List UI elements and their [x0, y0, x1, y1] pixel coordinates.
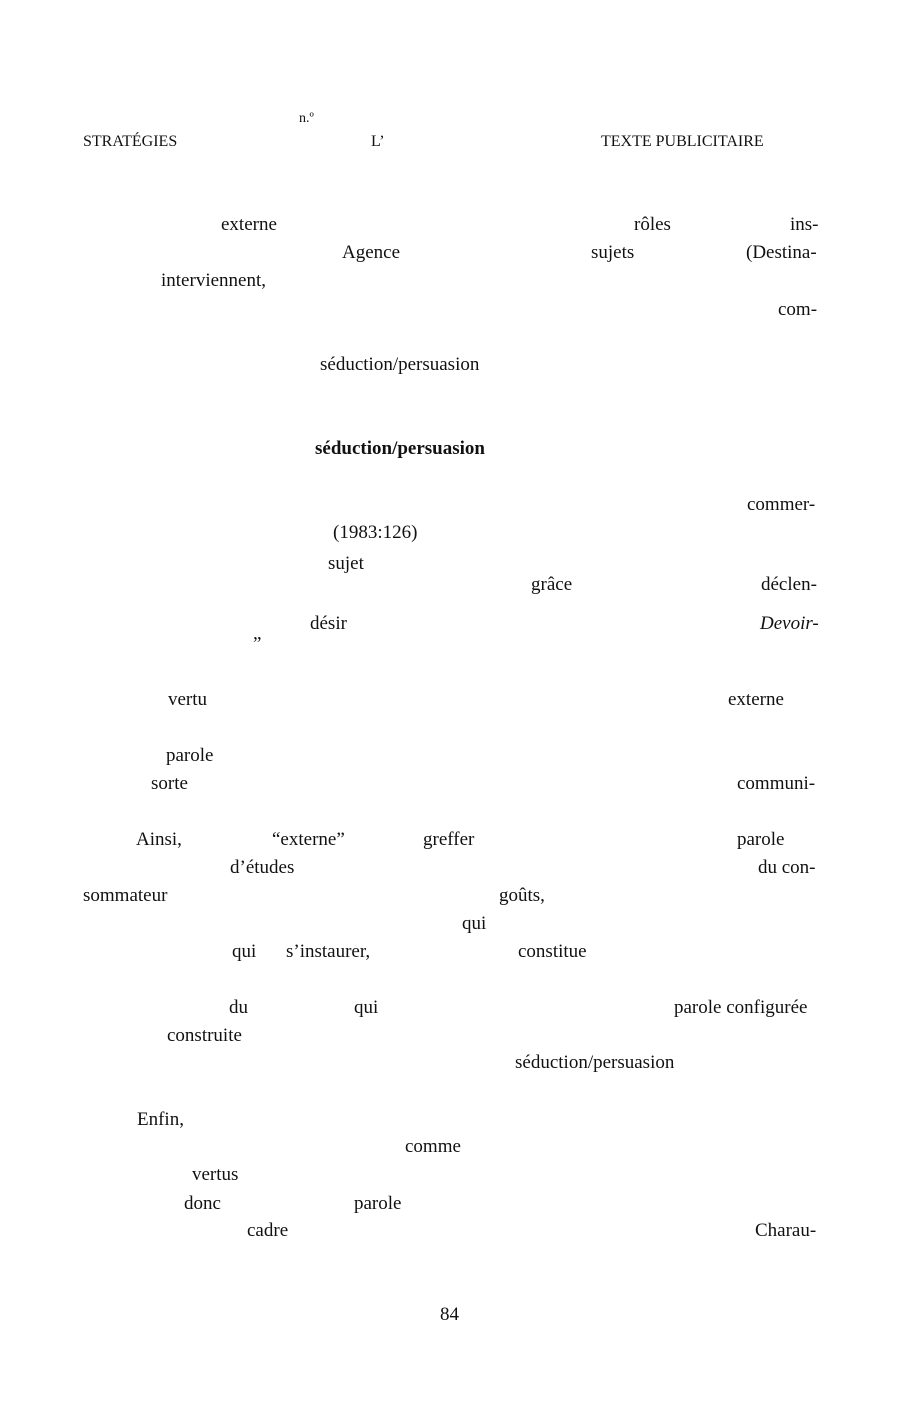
word-charau: Charau-: [755, 1220, 817, 1241]
word-qui-2: qui: [232, 941, 257, 962]
word-greffer: greffer: [423, 829, 475, 850]
citation-year: (1983:126): [333, 522, 418, 543]
word-cadre: cadre: [247, 1220, 289, 1241]
word-du: du: [229, 997, 248, 1018]
word-detudes: d’études: [230, 857, 295, 878]
word-donc: donc: [184, 1193, 221, 1214]
quote-mark: „: [253, 623, 262, 644]
word-parole-configuree: parole configurée: [674, 997, 808, 1018]
word-construite: construite: [167, 1025, 242, 1046]
word-parole-3: parole: [354, 1193, 402, 1214]
word-seduction-persuasion: séduction/persuasion: [320, 354, 480, 375]
word-devoir: Devoir-: [760, 613, 819, 634]
word-commer: commer-: [747, 494, 816, 515]
word-grace: grâce: [531, 574, 573, 595]
word-roles: rôles: [634, 214, 671, 235]
word-interviennent: interviennent,: [161, 270, 266, 291]
page-number: 84: [440, 1304, 459, 1325]
word-ainsi: Ainsi,: [136, 829, 182, 850]
word-seduction-persuasion-2: séduction/persuasion: [515, 1052, 675, 1073]
word-parole-2: parole: [737, 829, 785, 850]
issue-number-mark: n.º: [299, 111, 314, 126]
word-declen: déclen-: [761, 574, 817, 595]
word-gouts: goûts,: [499, 885, 545, 906]
word-externe-2: externe: [728, 689, 784, 710]
word-sorte: sorte: [151, 773, 188, 794]
word-enfin: Enfin,: [137, 1109, 184, 1130]
heading-seduction-persuasion: séduction/persuasion: [315, 438, 485, 459]
word-com: com-: [778, 299, 818, 320]
word-sinstaurer: s’instaurer,: [286, 941, 371, 962]
word-sujets: sujets: [591, 242, 635, 263]
word-externe-quoted: “externe”: [272, 829, 345, 850]
word-parole: parole: [166, 745, 214, 766]
word-du-con: du con-: [758, 857, 816, 878]
word-agence: Agence: [342, 242, 401, 263]
word-sujet: sujet: [328, 553, 364, 574]
word-destina: (Destina-: [746, 242, 817, 263]
header-word-texte-publicitaire: TEXTE PUBLICITAIRE: [601, 133, 764, 150]
word-vertus: vertus: [192, 1164, 239, 1185]
word-sommateur: sommateur: [83, 885, 168, 906]
word-vertu: vertu: [168, 689, 208, 710]
word-desir: désir: [310, 613, 347, 634]
word-qui: qui: [462, 913, 487, 934]
header-word-strategies: STRATÉGIES: [83, 133, 178, 150]
word-qui-3: qui: [354, 997, 379, 1018]
header-word-l: L’: [371, 133, 385, 150]
word-externe: externe: [221, 214, 277, 235]
word-communi: communi-: [737, 773, 816, 794]
word-comme: comme: [405, 1136, 461, 1157]
word-ins: ins-: [790, 214, 819, 235]
word-constitue: constitue: [518, 941, 587, 962]
